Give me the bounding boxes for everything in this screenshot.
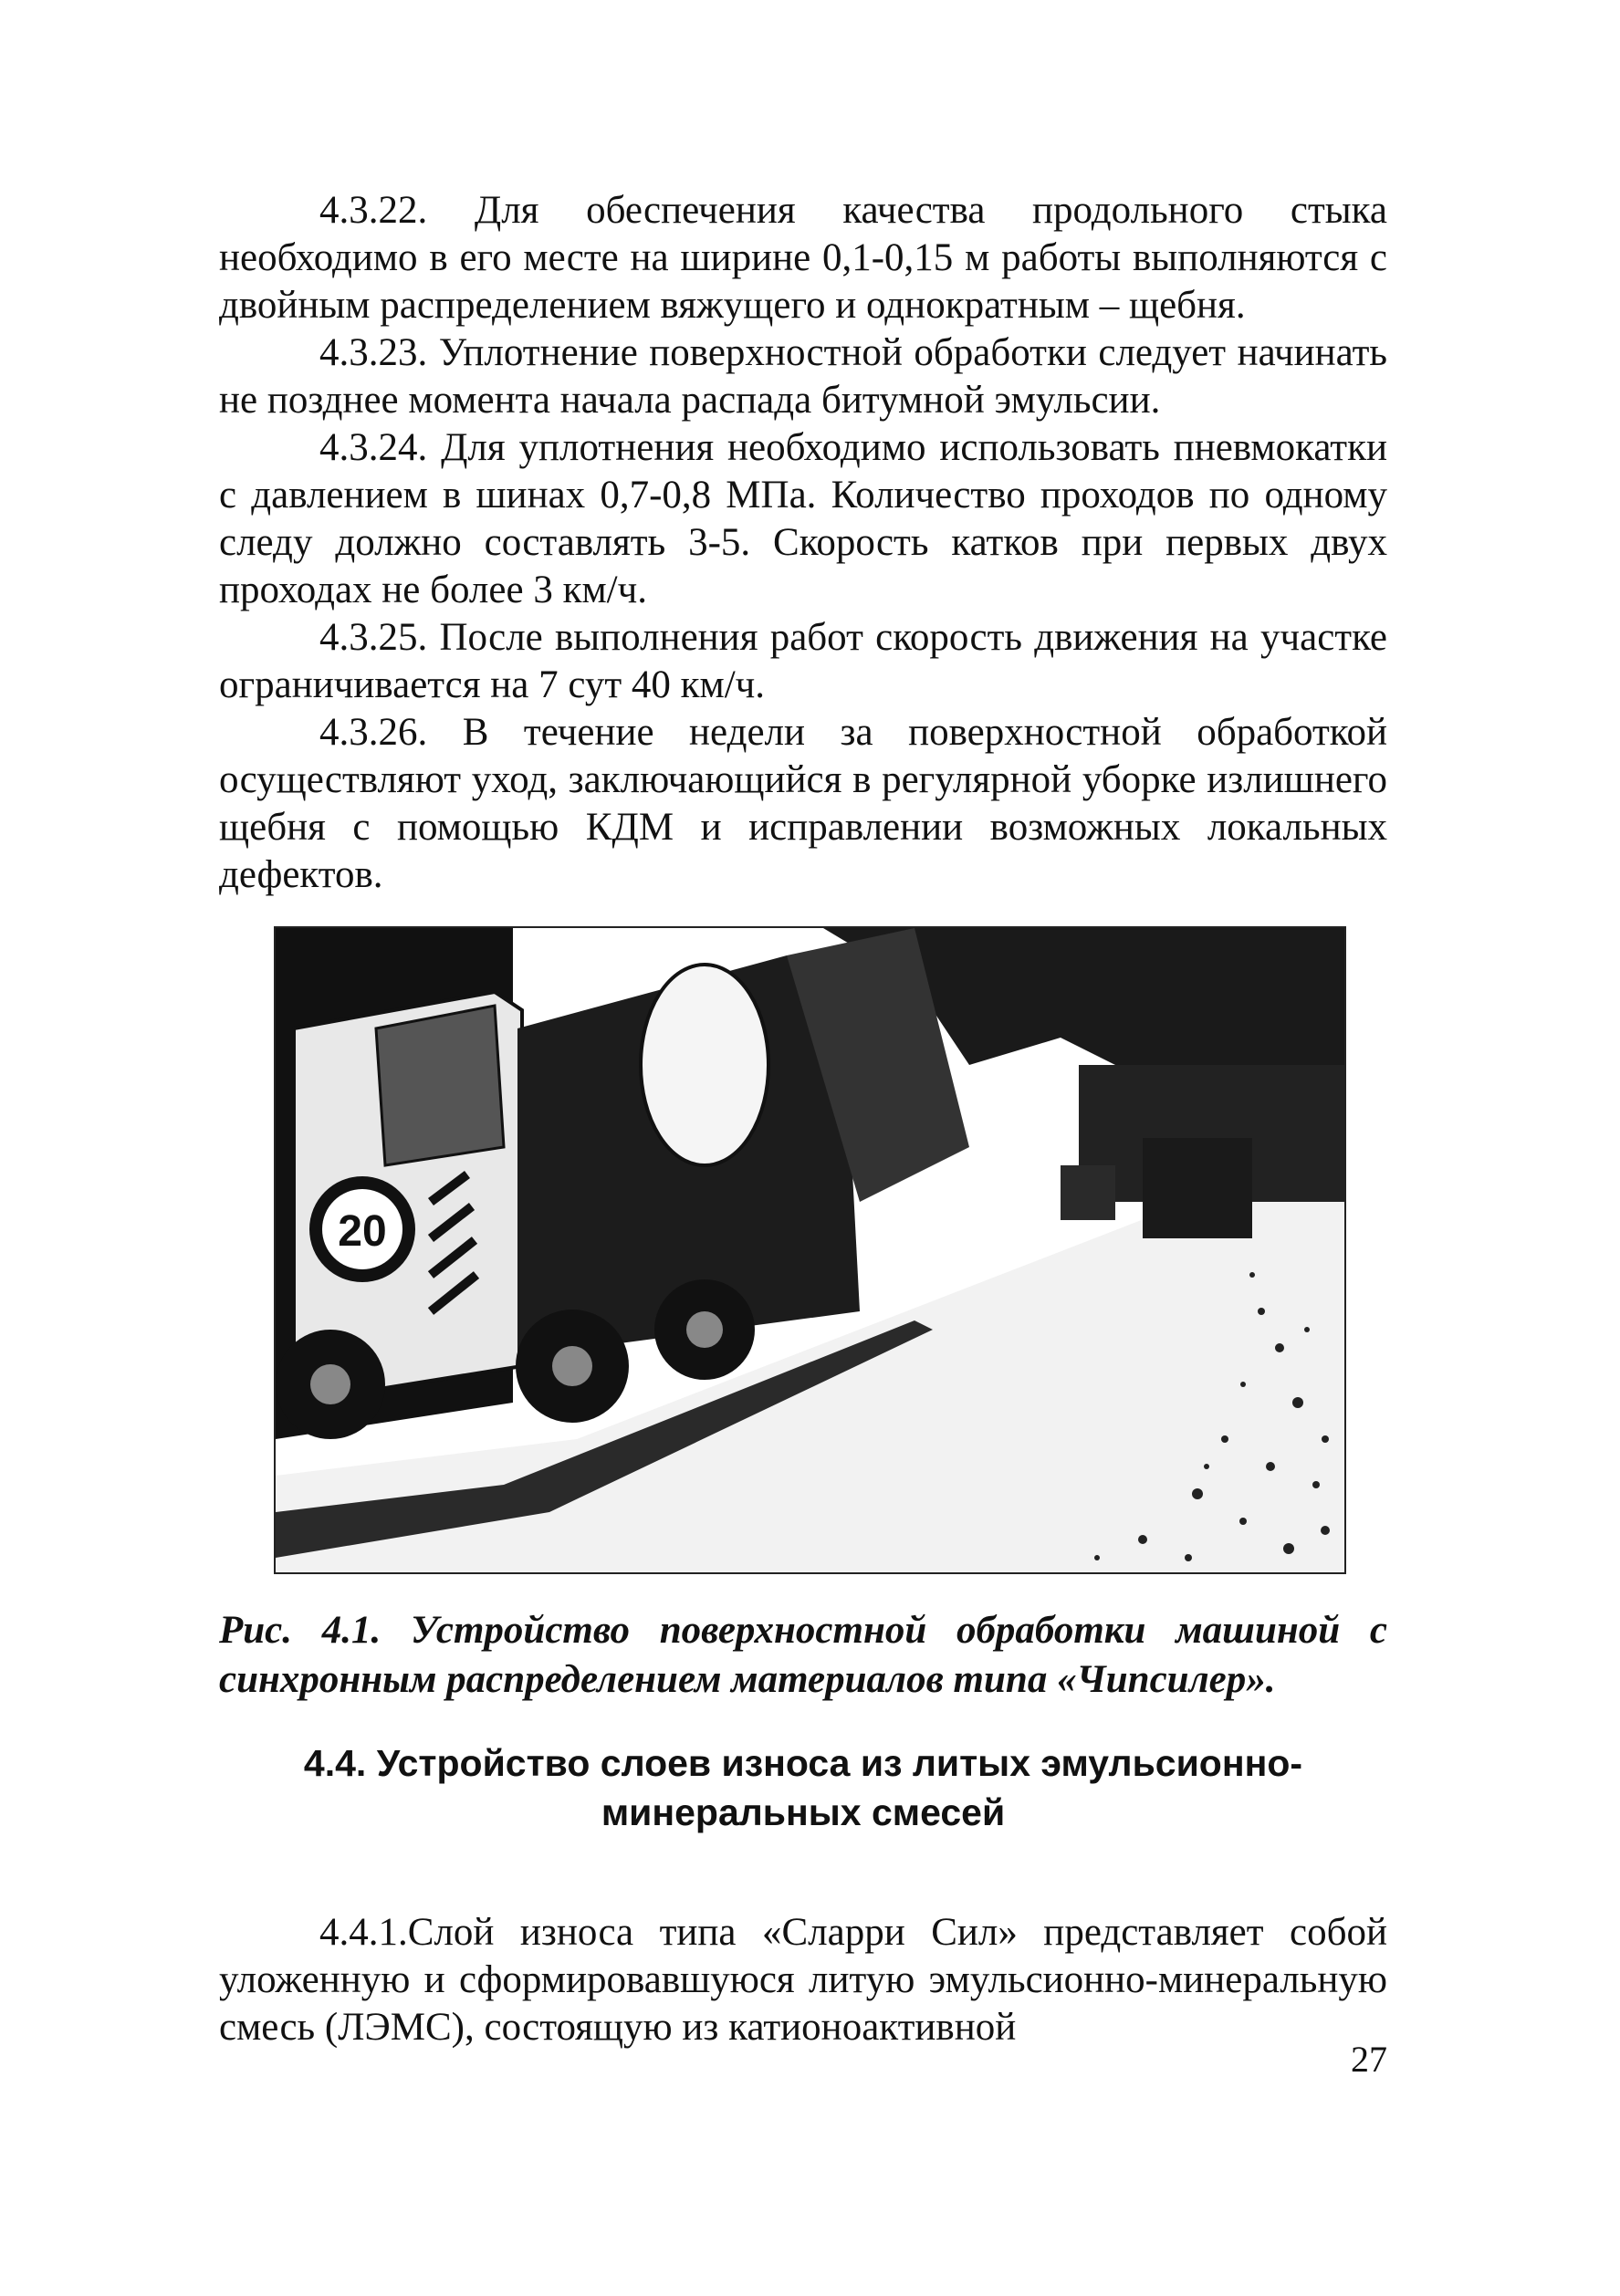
page-number: 27	[1351, 2039, 1387, 2080]
paragraph-4-4-1: 4.4.1.Слой износа типа «Сларри Сил» представляет собой уложенную и сформировавшуюся литую эмульсионно-минеральную смесь (ЛЭМС), состоящую из катионоактивной	[219, 1911, 1387, 2049]
section-heading-line-1: 4.4. Устройство слоев износа из литых эмульсионно-	[303, 1742, 1303, 1784]
chipsealer-photo-illustration	[276, 928, 1344, 1572]
section-heading	[219, 1738, 1387, 1837]
section-body	[219, 1909, 1387, 2051]
paragraph-4-3-26: 4.3.26. В течение недели за поверхностной обработкой осуществляют уход, заключающийся в регулярной уборке излишнего щебня с помощью КДМ и исправлении возможных локальных дефектов.	[219, 711, 1387, 896]
paragraph-4-3-25: 4.3.25. После выполнения работ скорость движения на участке ограничивается на 7 сут 40 км/ч.	[219, 616, 1387, 706]
section-heading-line-2: минеральных смесей	[601, 1791, 1006, 1833]
paragraph-4-3-24: 4.3.24. Для уплотнения необходимо использовать пневмокатки с давлением в шинах 0,7-0,8 МПа. Количество проходов по одному следу должно составлять 3-5. Скорость катков при первых двух проходах не более 3 км/ч.	[219, 426, 1387, 611]
paragraph-4-3-23: 4.3.23. Уплотнение поверхностной обработки следует начинать не позднее момента начала распада битумной эмульсии.	[219, 331, 1387, 422]
paragraph-4-3-22: 4.3.22. Для обеспечения качества продольного стыка необходимо в его месте на ширине 0,1-0,15 м работы выполняются с двойным распределением вяжущего и однократным – щебня.	[219, 189, 1387, 327]
body-text	[219, 187, 1387, 899]
figure-chipsealer-photo	[274, 926, 1346, 1574]
figure-caption: Рис. 4.1. Устройство поверхностной обработки машиной с синхронным распределением материалов типа «Чипсилер».	[219, 1609, 1387, 1701]
speed-sign-label: 20	[338, 1207, 387, 1256]
